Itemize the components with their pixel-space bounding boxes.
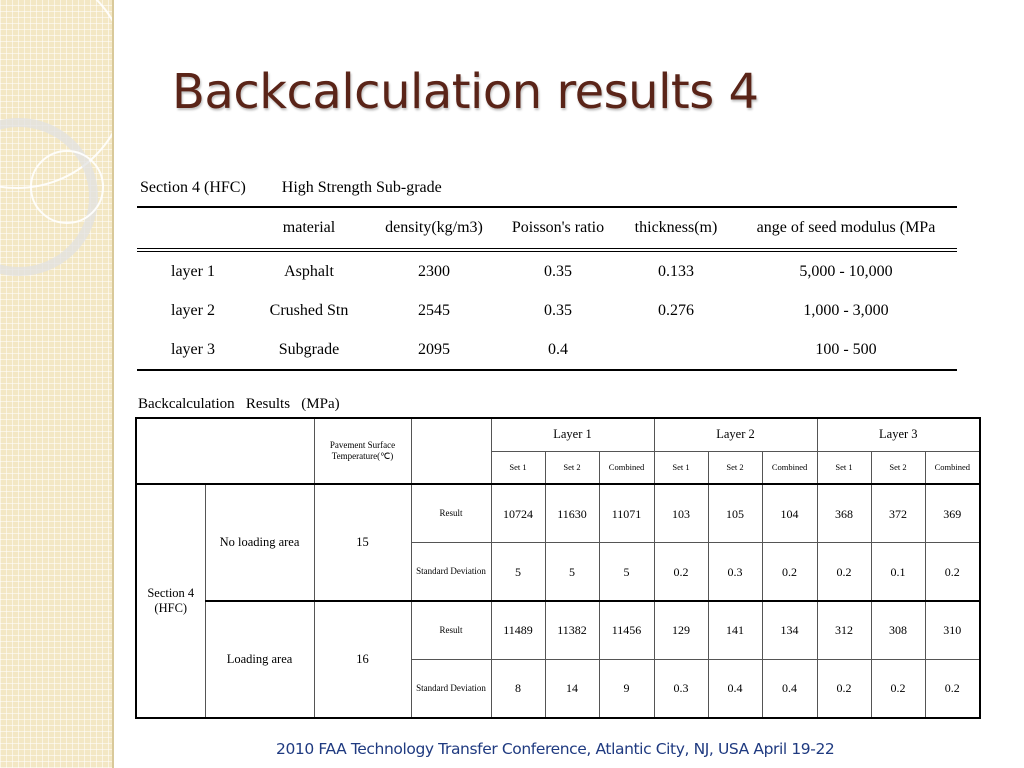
table-cell: 368 [817,484,871,542]
table-cell: 134 [762,601,817,659]
table-cell: layer 3 [137,330,249,370]
table-cell: 0.3 [708,543,762,601]
side-strip-edge [112,0,114,768]
table-cell: 0.35 [544,262,572,280]
table-cell: 0.2 [817,660,871,718]
section-cell: Section 4 (HFC) [136,484,205,718]
table-cell: 372 [871,484,925,542]
backcalculation-results-table [135,417,981,719]
table-cell: 11382 [545,601,599,659]
column-header [137,207,249,250]
table-cell: 9 [599,660,654,718]
table-cell: 1,000 - 3,000 [803,301,889,319]
table-cell [617,330,735,370]
table-cell: 5 [545,543,599,601]
table-row [136,601,980,659]
table-cell: 0.2 [817,543,871,601]
decorative-side-strip [0,0,113,768]
table-cell: 0.3 [654,660,708,718]
table-cell: 0.2 [925,543,980,601]
table-header-row [137,207,957,250]
empty-header-cell [136,418,314,484]
pavement-temperature-header: Pavement Surface Temperature(℃) [314,418,411,484]
table-cell: 0.2 [654,543,708,601]
table-cell: 0.276 [658,301,694,319]
set-header: Set 2 [545,451,599,484]
temperature-cell: 16 [314,601,411,718]
temperature-cell: 15 [314,484,411,601]
table-cell: Asphalt [284,262,334,280]
table-cell: 0.2 [925,660,980,718]
table-cell: Subgrade [249,330,369,370]
section-label: Section 4 (HFC) [140,179,246,196]
table-cell: 310 [925,601,980,659]
material-table-caption [140,179,442,197]
table-cell: 0.2 [762,543,817,601]
table-cell: 0.4 [708,660,762,718]
table-cell: 2300 [418,262,450,280]
table-cell: 103 [654,484,708,542]
table-cell: 11456 [599,601,654,659]
set-header: Set 1 [817,451,871,484]
table-cell: 11071 [599,484,654,542]
table-cell: 141 [708,601,762,659]
table-header-row [136,418,980,451]
set-header: Set 1 [491,451,545,484]
table-cell: 312 [817,601,871,659]
table-row [137,291,957,330]
table-cell: 10724 [491,484,545,542]
layer-header: Layer 1 [491,418,654,451]
table-cell: 11489 [491,601,545,659]
subgrade-label: High Strength Sub-grade [281,179,442,196]
layer-header: Layer 3 [817,418,980,451]
table-row [137,330,957,370]
set-header: Combined [925,451,980,484]
table-row [136,484,980,542]
area-cell: Loading area [205,601,314,718]
set-header: Combined [599,451,654,484]
material-properties-table [137,206,957,371]
column-header: Poisson's ratio [499,207,617,250]
table-cell: 2545 [418,301,450,319]
table-cell: 104 [762,484,817,542]
table-cell: 2095 [369,330,499,370]
table-cell: 0.35 [544,301,572,319]
table-cell: 5 [599,543,654,601]
column-header: material [249,207,369,250]
set-header: Set 1 [654,451,708,484]
table-cell: 100 - 500 [735,330,957,370]
decorative-ring [30,150,104,224]
table-cell: 5,000 - 10,000 [799,262,893,280]
footer-text: 2010 FAA Technology Transfer Conference, Atlantic City, NJ, USA April 19-22 [276,740,835,758]
area-cell: No loading area [205,484,314,601]
table-cell: 129 [654,601,708,659]
set-header: Set 2 [871,451,925,484]
table-cell: 369 [925,484,980,542]
row-label: Standard Deviation [411,543,491,601]
table-cell: 308 [871,601,925,659]
table-cell: 0.4 [762,660,817,718]
column-header: thickness(m) [617,207,735,250]
table-cell: 5 [491,543,545,601]
table-cell: 105 [708,484,762,542]
layer-header: Layer 2 [654,418,817,451]
empty-header-cell [411,418,491,484]
set-header: Set 2 [708,451,762,484]
table-cell: 0.2 [871,660,925,718]
row-label: Result [411,601,491,659]
table-cell: 0.4 [499,330,617,370]
results-table-caption: Backcalculation Results (MPa) [138,396,340,412]
table-cell: layer 2 [171,301,215,319]
set-header: Combined [762,451,817,484]
table-cell: layer 1 [171,262,215,280]
column-header: density(kg/m3) [369,207,499,250]
table-cell: 0.133 [658,262,694,280]
slide-title: Backcalculation results 4 [172,64,759,120]
table-cell: 0.1 [871,543,925,601]
column-header: ange of seed modulus (MPa [735,207,957,250]
table-row [137,250,957,291]
table-cell: 8 [491,660,545,718]
row-label: Standard Deviation [411,660,491,718]
table-cell: Crushed Stn [269,301,349,319]
table-cell: 11630 [545,484,599,542]
row-label: Result [411,484,491,542]
table-cell: 14 [545,660,599,718]
